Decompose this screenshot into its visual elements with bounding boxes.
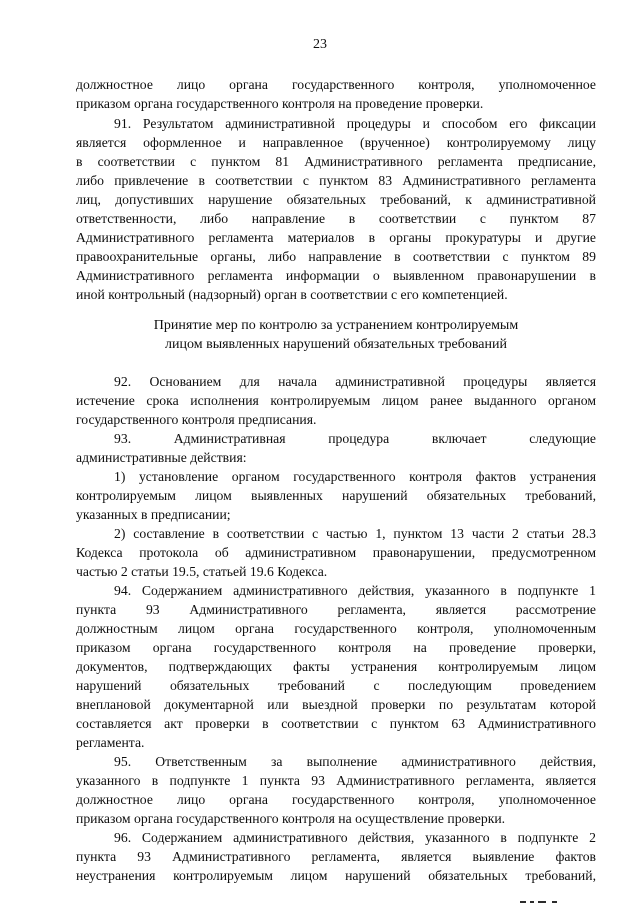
text-line: 94. Содержанием административного действия, указанного в подпункте 1 (114, 583, 596, 598)
text-line: либо привлечение в соответствии с пунктом 83 Административного регламента (76, 173, 596, 188)
scan-mark (552, 901, 557, 903)
text-line: является оформленное и направленное (врученное) контролируемому лицу (76, 135, 596, 150)
text-line: истечение срока исполнения контролируемым лицом ранее выданного органом (76, 393, 596, 408)
text-line: приказом органа государственного контроля на проведение проверки. (76, 96, 484, 111)
text-line: частью 2 статьи 19.5, статьей 19.6 Кодекса. (76, 564, 328, 579)
text-line: 93. Административная процедура включает следующие (114, 431, 596, 446)
text-line: лиц, допустивших нарушение обязательных требований, к административной (76, 192, 596, 207)
text-line: правоохранительные органы, либо направление в соответствии с пунктом 89 (76, 249, 596, 264)
text-line: документов, подтверждающих факты устранения контролируемым лицом (76, 659, 596, 674)
text-line: приказом органа государственного контроля на осуществление проверки. (76, 811, 506, 826)
text-line: указанных в предписании; (76, 507, 231, 522)
text-line: Административного регламента материалов в органы прокуратуры и другие (76, 230, 596, 245)
text-line: 96. Содержанием административного действия, указанного в подпункте 2 (114, 830, 596, 845)
text-line: ответственности, либо направление в соответствии с пунктом 87 (76, 211, 596, 226)
text-line: внеплановой документарной или выездной проверки по результатам которой (76, 697, 596, 712)
scan-mark (538, 901, 546, 903)
section-heading-line: лицом выявленных нарушений обязательных требований (165, 337, 507, 352)
text-line: Административного регламента информации о выявленном правонарушении в (76, 268, 596, 283)
text-line: иной контрольный (надзорный) орган в соответствии с его компетенцией. (76, 287, 508, 302)
text-line: 2) составление в соответствии с частью 1, пунктом 13 части 2 статьи 28.3 (114, 526, 596, 541)
text-line: 95. Ответственным за выполнение административного действия, (114, 754, 596, 769)
page-number: 23 (313, 37, 327, 52)
text-line: указанного в подпункте 1 пункта 93 Административного регламента, является (76, 773, 596, 788)
text-line: приказом органа государственного контроля на проведение проверки, (76, 640, 596, 655)
text-line: составляется акт проверки в соответствии с пунктом 63 Административного (76, 716, 596, 731)
text-line: нарушений обязательных требований с последующим проведением (76, 678, 596, 693)
text-line: контролируемым лицом выявленных нарушений обязательных требований, (76, 488, 596, 503)
text-line: 92. Основанием для начала административной процедуры является (114, 374, 596, 389)
scan-mark (520, 901, 526, 903)
text-line: должностное лицо органа государственного контроля, уполномоченное (76, 792, 596, 807)
text-line: Кодекса протокола об административном правонарушении, предусмотренном (76, 545, 596, 560)
text-line: должностное лицо органа государственного контроля, уполномоченное (76, 77, 596, 92)
text-line: государственного контроля предписания. (76, 412, 317, 427)
scan-mark (530, 901, 534, 903)
section-heading-line: Принятие мер по контролю за устранением контролируемым (153, 318, 519, 333)
text-line: неустранения контролируемым лицом нарушений обязательных требований, (76, 868, 596, 883)
text-line: 91. Результатом административной процедуры и способом его фиксации (114, 116, 596, 131)
text-line: 1) установление органом государственного контроля фактов устранения (114, 469, 596, 484)
text-line: в соответствии с пунктом 81 Административного регламента предписание, (76, 154, 596, 169)
text-line: регламента. (76, 735, 145, 750)
text-line: пункта 93 Административного регламента, является рассмотрение (76, 602, 596, 617)
text-line: пункта 93 Административного регламента, является выявление фактов (76, 849, 596, 864)
text-line: должностным лицом органа государственного контроля, уполномоченным (76, 621, 596, 636)
text-line: административные действия: (76, 450, 247, 465)
